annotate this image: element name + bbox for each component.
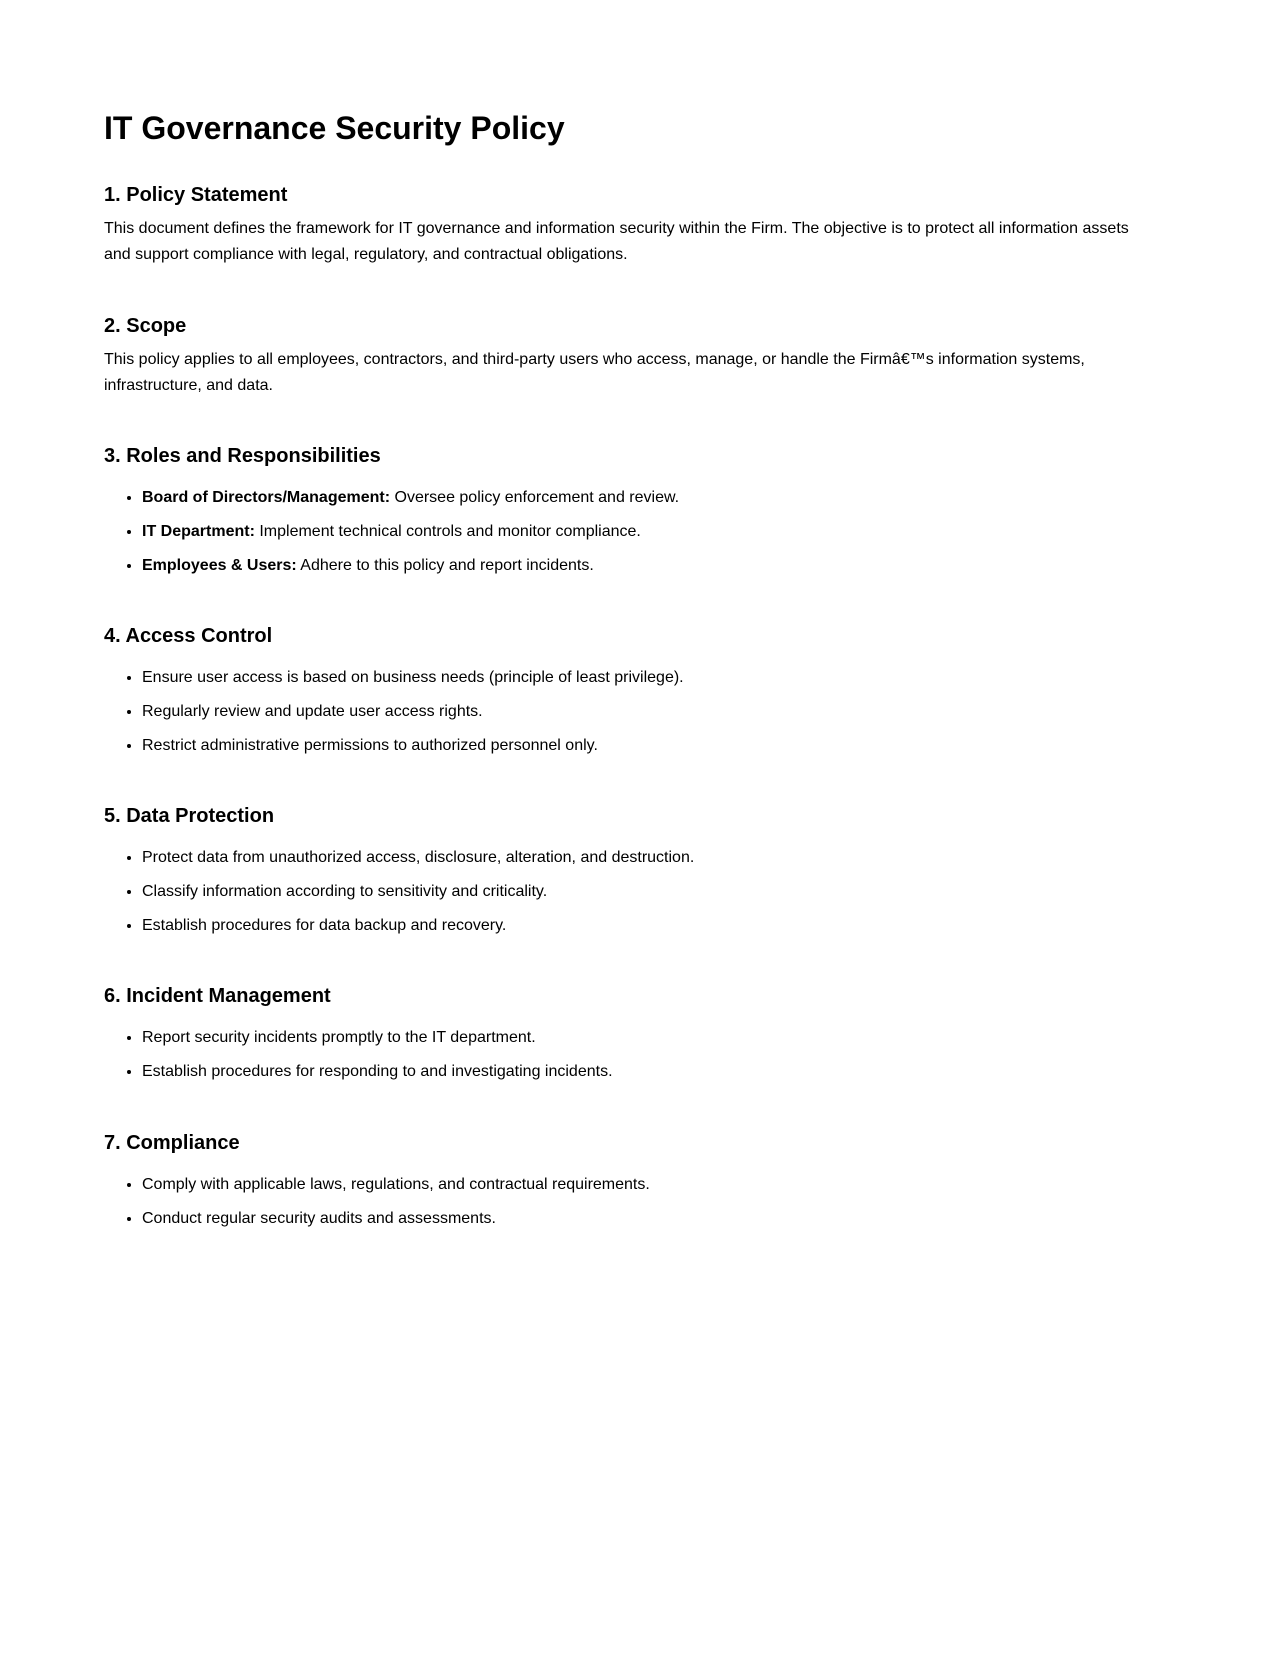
section-access-control	[104, 623, 1144, 770]
section-heading: 3. Roles and Responsibilities	[104, 445, 381, 467]
roles-list	[104, 488, 1144, 576]
section-heading: 2. Scope	[104, 315, 187, 337]
list-item: • Restrict administrative permissions to authorized personnel only.	[142, 736, 1144, 756]
section-heading: 6. Incident Management	[104, 985, 331, 1007]
section-data-protection	[104, 803, 1144, 950]
access-control-list	[104, 668, 1144, 756]
section-heading: 7. Compliance	[104, 1132, 240, 1154]
section-incident-management	[104, 983, 1144, 1096]
role-text: Oversee policy enforcement and review.	[390, 489, 680, 506]
section-roles-responsibilities	[104, 443, 1144, 590]
list-item: • Regularly review and update user access rights.	[142, 702, 1144, 722]
document-title: IT Governance Security Policy	[104, 110, 565, 146]
role-label: IT Department:	[142, 523, 255, 540]
list-item: • Establish procedures for data backup and recovery.	[142, 916, 1144, 936]
data-protection-list	[104, 848, 1144, 936]
role-text: Adhere to this policy and report incidents.	[296, 557, 594, 574]
section-heading: 1. Policy Statement	[104, 184, 288, 206]
list-item	[142, 488, 1144, 508]
section-paragraph: This policy applies to all employees, contractors, and third-party users who access, manage, or handle the Firmâ€™s information systems, infrastructure, and data.	[104, 351, 1085, 394]
section-scope	[104, 313, 1144, 399]
list-item: • Classify information according to sensitivity and criticality.	[142, 882, 1144, 902]
role-label: Employees & Users:	[142, 557, 297, 574]
section-heading: 4. Access Control	[104, 625, 273, 647]
section-heading: 5. Data Protection	[104, 805, 275, 827]
compliance-list	[104, 1175, 1144, 1229]
list-item: • Ensure user access is based on business needs (principle of least privilege).	[142, 668, 1144, 688]
list-item	[142, 522, 1144, 542]
role-text: Implement technical controls and monitor compliance.	[254, 523, 641, 540]
list-item: • Report security incidents promptly to the IT department.	[142, 1028, 1144, 1048]
list-item: • Conduct regular security audits and assessments.	[142, 1209, 1144, 1229]
role-label: Board of Directors/Management:	[142, 489, 391, 506]
list-item: • Protect data from unauthorized access, disclosure, alteration, and destruction.	[142, 848, 1144, 868]
incident-management-list	[104, 1028, 1144, 1082]
section-policy-statement	[104, 182, 1144, 268]
section-compliance	[104, 1130, 1144, 1243]
list-item: • Comply with applicable laws, regulations, and contractual requirements.	[142, 1175, 1144, 1195]
list-item: • Establish procedures for responding to and investigating incidents.	[142, 1062, 1144, 1082]
section-paragraph: This document defines the framework for IT governance and information security within the Firm. The objective is to protect all information assets and support compliance with legal, regulatory, and contractual obligations.	[104, 220, 1129, 263]
list-item	[142, 556, 1144, 576]
